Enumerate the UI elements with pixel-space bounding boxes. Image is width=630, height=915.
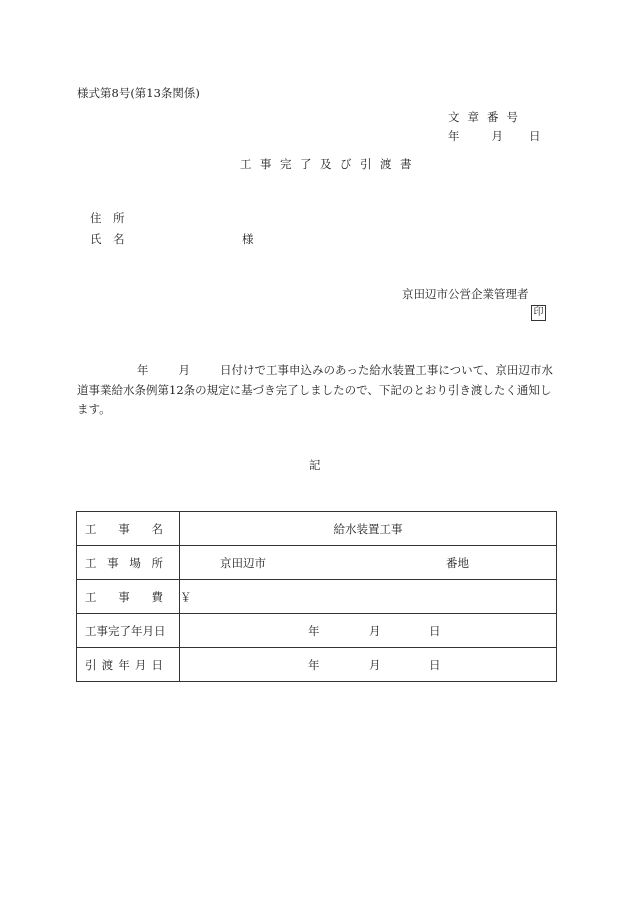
honorific: 様 (242, 232, 254, 246)
city-name: 京田辺市 (220, 556, 266, 570)
handover-date-value: 年 月 日 (180, 648, 557, 682)
document-number-label: 文章番号 (448, 110, 526, 124)
construction-name-value: 給水装置工事 (180, 512, 557, 546)
form-number: 様式第8号(第13条関係) (77, 86, 200, 100)
document-date-month: 月 (491, 129, 503, 143)
table-row (77, 512, 557, 546)
banchi-label: 番地 (446, 556, 469, 570)
table-row (77, 580, 557, 614)
address-label: 住 所 (90, 211, 125, 225)
table-row (77, 648, 557, 682)
document-date-year: 年 (448, 129, 460, 143)
completion-date-value: 年 月 日 (180, 614, 557, 648)
details-table (76, 511, 557, 682)
row-label: 工 事 場 所 (77, 546, 180, 580)
notice-body (77, 361, 557, 420)
body-text: 日付けで工事申込みのあった給水装置工事について、京田辺市水道事業給水条例第12条の規定に基づき完了しましたので、下記のとおり引き渡したく通知します。 (77, 363, 553, 416)
table-row (77, 614, 557, 648)
ki-heading: 記 (309, 458, 321, 472)
body-month: 月 (178, 363, 190, 377)
document-date-day: 日 (529, 129, 541, 143)
construction-cost-value: ￥ (180, 580, 557, 614)
document-title: 工事完了及び引渡書 (240, 157, 420, 171)
table-row (77, 546, 557, 580)
row-label: 工 事 費 (77, 580, 180, 614)
name-label: 氏 名 (90, 232, 125, 246)
document-date (448, 128, 541, 144)
row-label: 引 渡 年 月 日 (77, 648, 180, 682)
row-label: 工 事 完 了 年 月 日 (77, 614, 180, 648)
construction-location-value (180, 546, 557, 580)
row-label: 工 事 名 (77, 512, 180, 546)
body-year: 年 (137, 363, 149, 377)
seal-mark: 印 (531, 305, 546, 321)
issuer-name: 京田辺市公営企業管理者 (402, 287, 529, 301)
